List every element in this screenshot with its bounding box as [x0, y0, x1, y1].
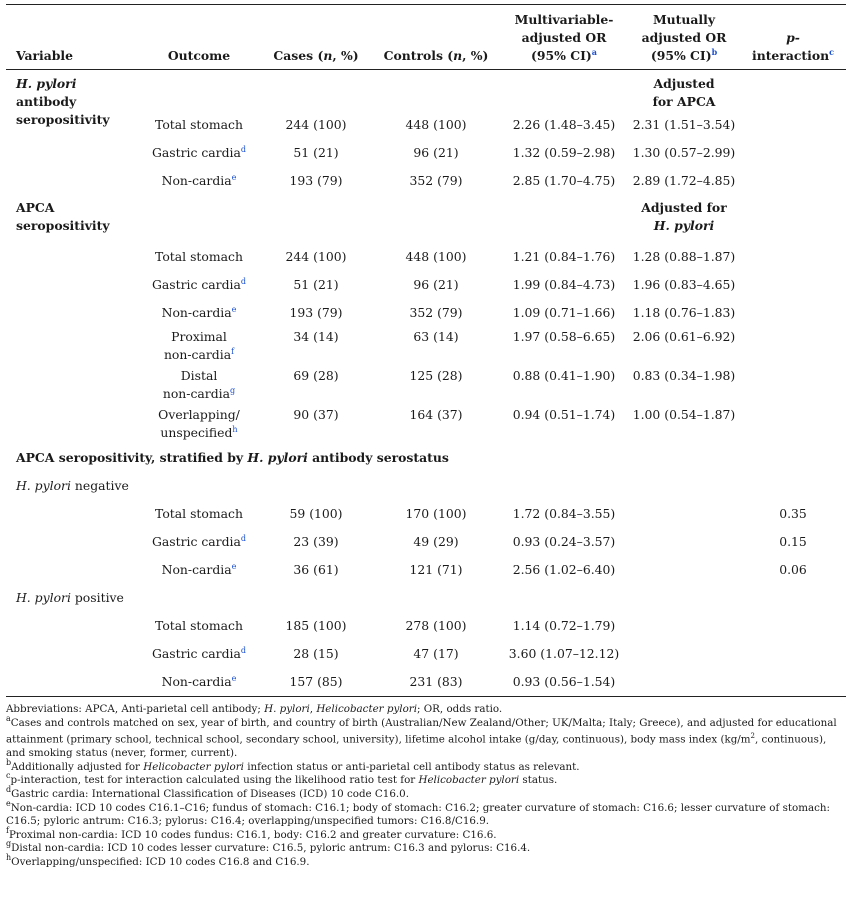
footnote-h: $^h$Overlapping/unspecified: ICD 10 codes C16.8 and C16.9.	[6, 852, 310, 868]
table-row: Proximal non-cardia$^f$ 34 (14) 63 (14) 1.97 (0.58–6.65) 2.06 (0.61–6.92)	[163, 329, 736, 362]
table-footnotes	[6, 697, 846, 870]
table-row: Gastric cardia$^d$ 51 (21) 96 (21) 1.32 (0.59–2.98) 1.30 (0.57–2.99)	[151, 145, 736, 160]
table-row: Total stomach 244 (100) 448 (100) 2.26 (1.48–3.45) 2.31 (1.51–3.54)	[155, 117, 736, 132]
subgroup-hpylori-positive: H. pylori positive	[16, 590, 124, 605]
footnote-ref-d[interactable]: d	[240, 646, 247, 655]
footnote-ref-h[interactable]: h	[232, 425, 238, 434]
header-row	[6, 5, 846, 69]
header-cases: Cases (n, %)	[273, 48, 359, 63]
table-row: Non-cardia$^e$ 193 (79) 352 (79) 2.85 (1.70–4.75) 2.89 (1.72–4.85)	[161, 173, 736, 188]
footnote-ref-d[interactable]: d	[240, 145, 247, 154]
footnote-ref-d[interactable]: d	[240, 277, 247, 286]
adjust-note-hpylori: Adjusted for H. pylori	[641, 200, 727, 233]
footnote-abbreviations: Abbreviations: APCA, Anti-parietal cell antibody; H. pylori, Helicobacter pylori; OR, odds ratio.	[6, 703, 503, 715]
header-multivariable-or: Multivariable- adjusted OR (95% CI)$^a$	[514, 12, 614, 63]
footnote-c: $^c$p-interaction, test for interaction calculated using the likelihood ratio test for Helicobacter pylori status.	[6, 771, 558, 787]
table-row: Non-cardia$^e$ 157 (85) 231 (83) 0.93 (0.56–1.54)	[161, 674, 616, 689]
footnote-ref-a[interactable]: a	[591, 47, 597, 57]
header-outcome: Outcome	[167, 48, 231, 63]
footnote-ref-b[interactable]: b	[711, 47, 718, 57]
results-table-figure	[6, 4, 846, 870]
footnote-ref-d[interactable]: d	[240, 534, 247, 543]
footnote-ref-e[interactable]: e	[231, 173, 237, 182]
table-row: Overlapping/ unspecified$^h$ 90 (37) 164 (37) 0.94 (0.51–1.74) 1.00 (0.54–1.87)	[158, 407, 736, 440]
table-row: Non-cardia$^e$ 193 (79) 352 (79) 1.09 (0.71–1.66) 1.18 (0.76–1.83)	[161, 305, 736, 320]
footnote-ref-e[interactable]: e	[231, 305, 237, 314]
group-label-apca: APCA seropositivity	[16, 200, 110, 233]
footnote-ref-f[interactable]: f	[231, 347, 235, 356]
table-row: Total stomach 59 (100) 170 (100) 1.72 (0.84–3.55) 0.35	[155, 506, 807, 521]
footnote-d: $^d$Gastric cardia: International Classification of Diseases (ICD) 10 code C16.0.	[6, 784, 410, 800]
table-row: Gastric cardia$^d$ 51 (21) 96 (21) 1.99 (0.84–4.73) 1.96 (0.83–4.65)	[151, 277, 736, 292]
footnote-ref-g[interactable]: g	[230, 386, 236, 395]
header-mutually-adjusted-or: Mutually adjusted OR (95% CI)$^b$	[641, 12, 727, 63]
header-p-interaction: p- interaction$^c$	[751, 30, 834, 63]
footnote-g: $^g$Distal non-cardia: ICD 10 codes lesser curvature: C16.5, pyloric antrum: C16.3 and pylorus: C16.4.	[6, 839, 531, 855]
stratified-section-title: APCA seropositivity, stratified by H. pylori antibody serostatus	[16, 450, 449, 465]
table-row: Gastric cardia$^d$ 23 (39) 49 (29) 0.93 (0.24–3.57) 0.15	[151, 534, 807, 549]
group-label-hpylori: H. pylori antibody seropositivity	[16, 76, 110, 127]
table-row: Distal non-cardia$^g$ 69 (28) 125 (28) 0.88 (0.41–1.90) 0.83 (0.34–1.98)	[162, 368, 736, 401]
group-header-hpylori	[6, 70, 846, 111]
header-controls: Controls (n, %)	[383, 48, 489, 63]
footnote-e: $^e$Non-cardia: ICD 10 codes C16.1–C16; fundus of stomach: C16.1; body of stomach: C16.2; greater curvature of stomach: C16.6; lesser curvature of stomach: C16.5; pyloric antrum: C16.3; pylorus: C16.4; overlapping/unspecified tumors: C16.8/C16.9.	[6, 798, 830, 828]
odds-ratio-table	[6, 5, 846, 696]
footnote-a: $^a$Cases and controls matched on sex, year of birth, and country of birth (Australian/New Zealand/Other; UK/Malta; Italy; Greece), and adjusted for educational attainment (primary school, technical school, secondary school, university), lifetime alcohol intake (g/day, continuous), body mass index ($kg/m^2$, continuous), and smoking status (never, former, current).	[6, 713, 837, 760]
table-row: Gastric cardia$^d$ 28 (15) 47 (17) 3.60 (1.07–12.12)	[151, 646, 620, 661]
header-variable: Variable	[16, 48, 74, 63]
table-row: Total stomach 185 (100) 278 (100) 1.14 (0.72–1.79)	[155, 618, 616, 633]
subgroup-hpylori-negative: H. pylori negative	[16, 478, 129, 493]
footnote-b: $^b$Additionally adjusted for Helicobacter pylori infection status or anti-parietal cell antibody status as relevant.	[6, 757, 580, 773]
adjust-note-apca: Adjusted for APCA	[652, 76, 716, 109]
footnote-ref-e[interactable]: e	[231, 562, 237, 571]
table-row: Total stomach 244 (100) 448 (100) 1.21 (0.84–1.76) 1.28 (0.88–1.87)	[155, 249, 736, 264]
group-header-apca	[6, 195, 846, 243]
table-row: Non-cardia$^e$ 36 (61) 121 (71) 2.56 (1.02–6.40) 0.06	[161, 562, 807, 577]
footnote-f: $^f$Proximal non-cardia: ICD 10 codes fundus: C16.1, body: C16.2 and greater curvature: C16.6.	[6, 825, 497, 841]
footnote-ref-c[interactable]: c	[829, 47, 834, 57]
footnote-ref-e[interactable]: e	[231, 674, 237, 683]
